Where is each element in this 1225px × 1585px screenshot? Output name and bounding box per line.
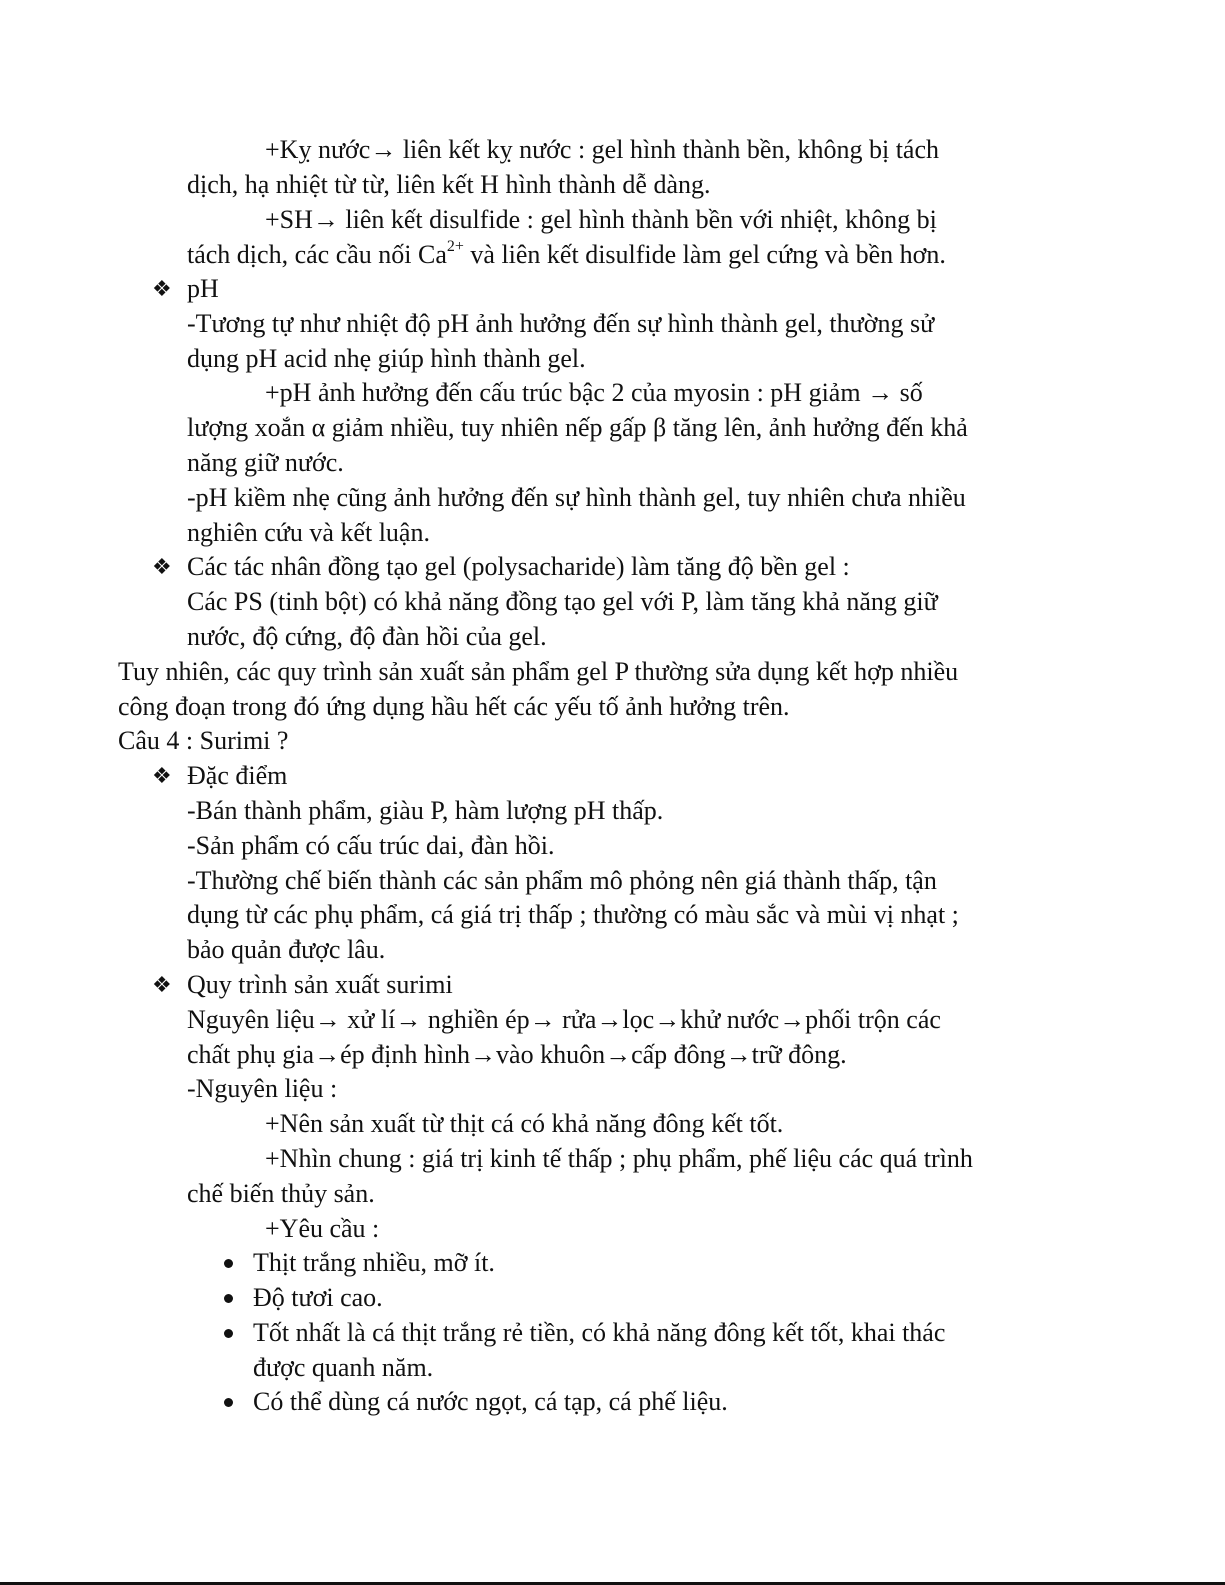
text-line: dụng pH acid nhẹ giúp hình thành gel. — [187, 344, 586, 373]
list-item: Thịt trắng nhiều, mỡ ít. — [253, 1248, 495, 1277]
diamond-bullet-icon: ❖ — [152, 972, 172, 997]
list-item: Tốt nhất là cá thịt trắng rẻ tiền, có khả năng đông kết tốt, khai thác — [253, 1318, 946, 1347]
section-heading: Quy trình sản xuất surimi — [187, 970, 453, 999]
text-line: Tuy nhiên, các quy trình sản xuất sản phẩm gel P thường sửa dụng kết hợp nhiều — [118, 657, 959, 686]
superscript: 2+ — [446, 238, 464, 256]
diamond-bullet-icon: ❖ — [152, 276, 172, 301]
text-line: Nguyên liệu→ xử lí→ nghiền ép→ rửa→lọc→khử nước→phối trộn các — [187, 1005, 941, 1034]
text-line: +SH→ liên kết disulfide : gel hình thành bền với nhiệt, không bị — [265, 205, 937, 234]
section-heading: Các tác nhân đồng tạo gel (polysacharide) làm tăng độ bền gel : — [187, 552, 850, 581]
bullet-dot-icon — [224, 1259, 233, 1268]
diamond-bullet-icon: ❖ — [152, 554, 172, 579]
text-segment: tách dịch, các cầu nối Ca — [187, 240, 447, 269]
list-item-continuation: được quanh năm. — [253, 1353, 434, 1382]
text-line: chất phụ gia→ép định hình→vào khuôn→cấp đông→trữ đông. — [187, 1040, 847, 1069]
text-line: dụng từ các phụ phẩm, cá giá trị thấp ; thường có màu sắc và mùi vị nhạt ; — [187, 900, 959, 929]
bullet-dot-icon — [224, 1398, 233, 1407]
text-line: nghiên cứu và kết luận. — [187, 518, 430, 547]
section-heading: Đặc điểm — [187, 761, 288, 790]
bullet-dot-icon — [224, 1294, 233, 1303]
text-line: lượng xoắn α giảm nhiều, tuy nhiên nếp gấp β tăng lên, ảnh hưởng đến khả — [187, 413, 968, 442]
text-line: +Yêu cầu : — [265, 1214, 380, 1243]
text-line: năng giữ nước. — [187, 448, 344, 477]
text-line: -Thường chế biến thành các sản phẩm mô phỏng nên giá thành thấp, tận — [187, 866, 937, 895]
text-line: chế biến thủy sản. — [187, 1179, 375, 1208]
text-line — [187, 238, 946, 272]
text-line: công đoạn trong đó ứng dụng hầu hết các yếu tố ảnh hưởng trên. — [118, 692, 790, 721]
diamond-bullet-icon: ❖ — [152, 763, 172, 788]
text-line: -Sản phẩm có cấu trúc dai, đàn hồi. — [187, 831, 555, 860]
section-heading: pH — [187, 274, 219, 303]
text-line: bảo quản được lâu. — [187, 935, 386, 964]
text-line: +Kỵ nước→ liên kết kỵ nước : gel hình thành bền, không bị tách — [265, 135, 939, 164]
text-line: -Tương tự như nhiệt độ pH ảnh hưởng đến sự hình thành gel, thường sử — [187, 309, 935, 338]
list-item: Có thể dùng cá nước ngọt, cá tạp, cá phế liệu. — [253, 1387, 728, 1416]
text-line: +pH ảnh hưởng đến cấu trúc bậc 2 của myosin : pH giảm → số — [265, 378, 923, 407]
text-segment: và liên kết disulfide làm gel cứng và bền hơn. — [463, 240, 946, 269]
text-line: Các PS (tinh bột) có khả năng đồng tạo gel với P, làm tăng khả năng giữ — [187, 587, 938, 616]
bullet-dot-icon — [224, 1329, 233, 1338]
question-heading: Câu 4 : Surimi ? — [118, 726, 289, 755]
list-item: Độ tươi cao. — [253, 1283, 383, 1312]
text-line: +Nên sản xuất từ thịt cá có khả năng đông kết tốt. — [265, 1109, 784, 1138]
text-line: -pH kiềm nhẹ cũng ảnh hưởng đến sự hình thành gel, tuy nhiên chưa nhiều — [187, 483, 966, 512]
text-line: nước, độ cứng, độ đàn hồi của gel. — [187, 622, 547, 651]
text-line: +Nhìn chung : giá trị kinh tế thấp ; phụ phẩm, phế liệu các quá trình — [265, 1144, 973, 1173]
text-line: -Nguyên liệu : — [187, 1074, 338, 1103]
text-line: -Bán thành phẩm, giàu P, hàm lượng pH thấp. — [187, 796, 664, 825]
text-line: dịch, hạ nhiệt từ từ, liên kết H hình thành dễ dàng. — [187, 170, 711, 199]
